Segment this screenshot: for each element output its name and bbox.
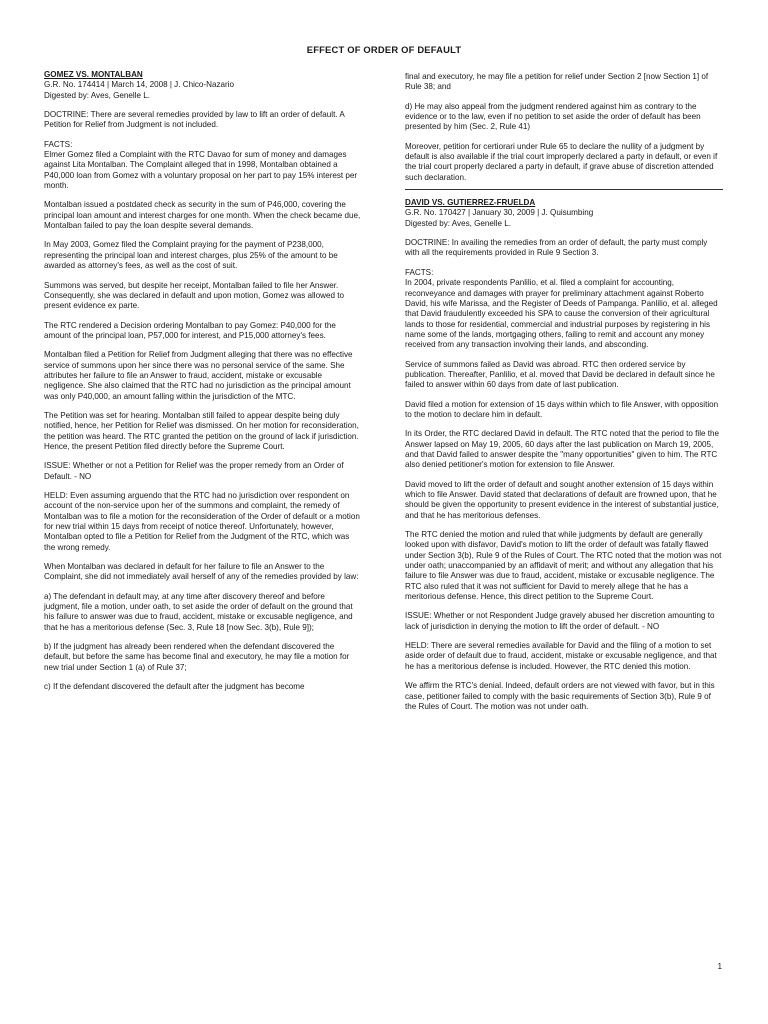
case-title: GOMEZ VS. MONTALBAN (44, 70, 143, 79)
document-title: EFFECT OF ORDER OF DEFAULT (306, 44, 462, 55)
remedy-b: b) If the judgment has already been rendered when the defendant discovered the default, but before the same has become final and executory, he may file a motion for new trial under Section 1 (a) of Rule 37; (44, 642, 350, 672)
held-paragraph: When Montalban was declared in default for her failure to file an Answer to the Complaint, she did not immediately avail herself of any of the remedies provided by law: (44, 562, 359, 582)
facts-paragraph: The RTC rendered a Decision ordering Montalban to pay Gomez: P40,000 for the amount of the principal loan, P57,000 for interest, and P15,000 attorney's fees. (44, 320, 336, 340)
facts-paragraph: Elmer Gomez filed a Complaint with the RTC Davao for sum of money and damages against Lita Montalban. The Complaint alleged that in 1998, Montalban obtained a P40,000 loan from Gomez with a voluntary proposal on her part to pay 15% interest per month. (44, 150, 358, 191)
facts-paragraph: The Petition was set for hearing. Montalban still failed to appear despite being duly notified, hence, her Petition for Relief was dismissed. On her motion for reconsideration, the petition was heard. The RTC granted the petition on the ground of lack if jurisdiction. Hence, the present Petition filed directly before the Supreme Court. (44, 410, 359, 451)
doctrine: DOCTRINE: In availing the remedies from an order of default, the party must comply with all the requirements provided in Rule 9 Section 3. (405, 238, 708, 258)
remedy-a: a) The defendant in default may, at any time after discovery thereof and before judgment, file a motion, under oath, to set aside the order of default on the ground that his failure to answer was due to fraud, accident, mistake or excusable negligence, and that he has a meritorious defense (Sec. 3, Rule 18 [now Sec. 3(b), Rule 9]); (44, 591, 353, 632)
facts-paragraph: In 2004, private respondents Panlilio, et al. filed a complaint for accounting, reconveyance and damages with prayer for preliminary attachment against Roberto David, his wife Marissa, and the Register of Deeds of Pampanga. Panlilio, et al. alleged that David fraudulently exceeded his SPA to cause the conversion of their agricultural lands to those for residential, commercial and industrial purposes by registering in his name some of the lands, mortgaging others, failing to remit and account any money received from any transaction involving their lands, and absconding. (405, 278, 718, 350)
facts-paragraph: Summons was served, but despite her receipt, Montalban failed to file her Answer. Consequently, she was declared in default and upon motion, Gomez was allowed to present evidence ex parte. (44, 280, 344, 311)
facts-paragraph: David moved to lift the order of default and sought another extension of 15 days within which to file Answer. David stated that declarations of default are frowned upon, that he should be given the opportunity to present evidence in the interest of substantial justice, and that he has meritorious defenses. (405, 479, 719, 520)
facts-paragraph: In its Order, the RTC declared David in default. The RTC noted that the period to file the Answer lapsed on May 19, 2005, 60 days after the last publication on March 19, 2005, and that David failed to answer despite the "many opportunities" given to him. The RTC also denied petitioner's motion for extension to file Answer. (405, 429, 720, 470)
case-citation: G.R. No. 170427 | January 30, 2009 | J. Quisumbing (405, 208, 594, 218)
facts-label: FACTS: (44, 139, 73, 149)
facts-paragraph: Service of summons failed as David was abroad. RTC then ordered service by publication. Thereafter, Panlilio, et al. moved that David be declared in default since he failed to answer within 60 days from date of last publication. (405, 359, 715, 390)
case-digest-author: Digested by: Aves, Genelle L. (405, 218, 512, 228)
held: HELD: Even assuming arguendo that the RTC had no jurisdiction over respondent on account of the non-service upon her of the summons and complaint, the remedy of Montalban was to file a motion for the reconsideration of the Order of default or a motion for new trial within 15 days from receipt of notice thereof. Unfortunately, however, Montalban opted to file a Petition for Relief from the Judgment of the RTC, which was the wrong remedy. (44, 491, 360, 552)
facts-paragraph: Montalban filed a Petition for Relief from Judgment alleging that there was no effective service of summons upon her since there was no personal service of the same. She attributes her failure to file an Answer to fraud, accident, mistake or excusable negligence. She also claimed that the RTC had no jurisdiction as the principal amount was only P40,000, an amount falling within the jurisdiction of the MTC. (44, 350, 353, 401)
case-title: DAVID VS. GUTIERREZ-FRUELDA (405, 198, 536, 208)
facts-paragraph: The RTC denied the motion and ruled that while judgments by default are generally looked upon with disfavor, David's motion to lift the order of default was fatally flawed under Section 3(b), Rule 9 of the Rules of Court. The RTC noted that the motion was not under oath; unaccompanied by an affidavit of merit; and without any allegation that his failure to file Answer was due to fraud, accident, mistake or excusable negligence. The RTC also ruled that it was not sufficient for David to merely allege that he has a meritorious defense. Hence, this direct petition to the Supreme Court. (405, 530, 722, 602)
issue: ISSUE: Whether or not a Petition for Relief was the proper remedy from an Order of Default. - NO (44, 461, 344, 481)
held: HELD: There are several remedies available for David and the filing of a motion to set aside order of default due to fraud, accident, mistake or excusable negligence, and that he has a meritorious defense is included. However, the RTC denied this motion. (405, 641, 717, 671)
certiorari-paragraph: Moreover, petition for certiorari under Rule 65 to declare the nullity of a judgment by default is also available if the trial court improperly declared a party in default, or even if the trial court properly declared a party in default, if grave abuse of discretion attended such declaration. (405, 141, 718, 182)
right-column (405, 72, 723, 712)
remedy-d: d) He may also appeal from the judgment rendered against him as contrary to the evidence or to the law, even if no petition to set aside the order of default has been presented by him (Sec. 2, Rule 41) (405, 101, 701, 132)
case-digest-author: Digested by: Aves, Genelle L. (44, 90, 151, 100)
facts-paragraph: David filed a motion for extension of 15 days within which to file Answer, with opposition to the motion to declare him in default. (405, 399, 719, 419)
case-citation: G.R. No. 174414 | March 14, 2008 | J. Chico-Nazario (44, 80, 235, 90)
held-paragraph: We affirm the RTC's denial. Indeed, default orders are not viewed with favor, but in this case, petitioner failed to comply with the basic requirements of Section 3(b), Rule 9 of the Rules of Court. The motion was not under oath. (405, 681, 715, 711)
page-number: 1 (717, 962, 722, 971)
case-divider (405, 189, 723, 190)
facts-paragraph: In May 2003, Gomez filed the Complaint praying for the payment of P238,000, representing the principal loan and interest charges, plus 25% of the amount to be awarded as attorney's fees, as well as the cost of suit. (44, 240, 338, 271)
remedy-c-continued: final and executory, he may file a petition for relief under Section 2 [now Section 1] of Rule 38; and (405, 72, 709, 92)
remedy-c-start: c) If the defendant discovered the default after the judgment has become (44, 682, 305, 692)
doctrine: DOCTRINE: There are several remedies provided by law to lift an order of default. A Petition for Relief from Judgment is not included. (44, 110, 345, 130)
left-column (44, 70, 362, 693)
facts-paragraph: Montalban issued a postdated check as security in the sum of P46,000, covering the principal loan amount and interest charges for one month. When the check became due, Montalban failed to pay the loan despite several demands. (44, 200, 361, 231)
facts-label: FACTS: (405, 267, 434, 277)
issue: ISSUE: Whether or not Respondent Judge gravely abused her discretion amounting to lack of jurisdiction in denying the motion to lift the order of default. - NO (405, 611, 715, 631)
